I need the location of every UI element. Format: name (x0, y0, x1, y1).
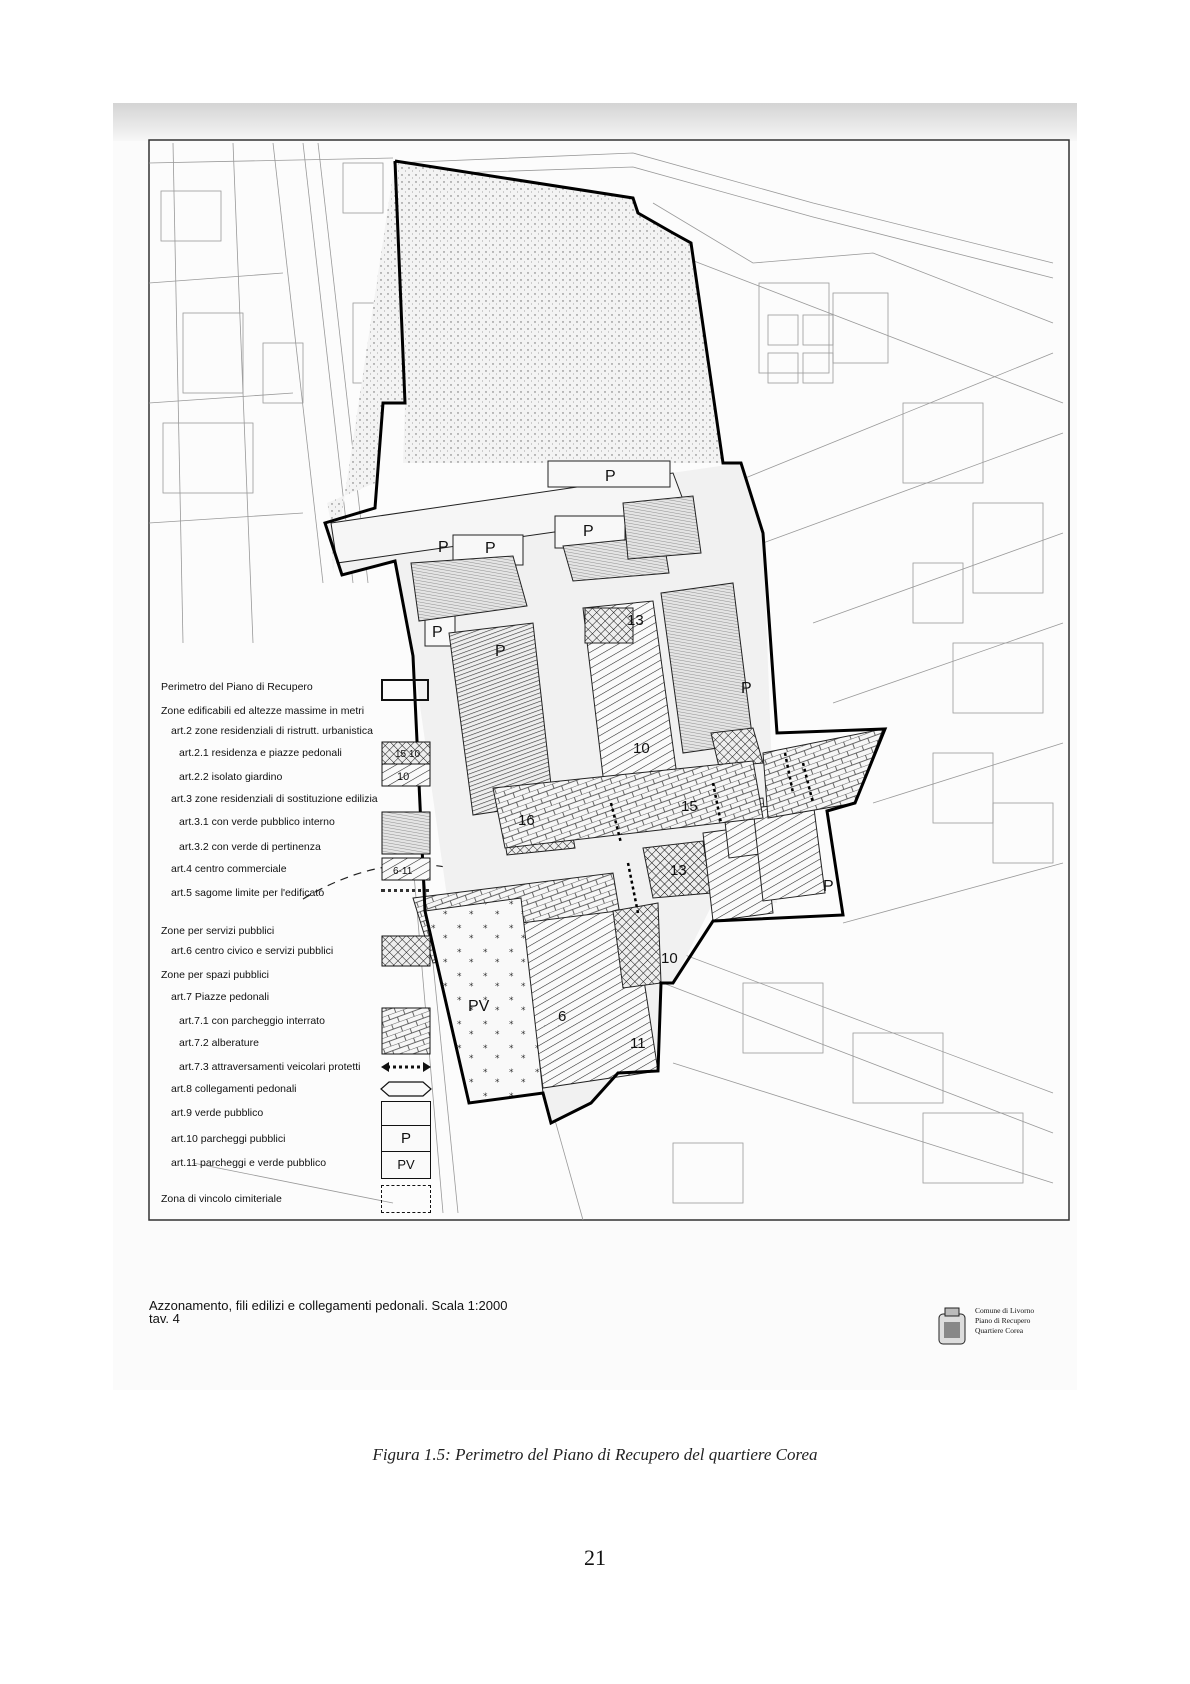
legend-item: art.8 collegamenti pedonali (171, 1083, 297, 1095)
svg-text:15 10: 15 10 (395, 749, 421, 760)
plan-title-block (149, 1299, 507, 1325)
map-label: P (432, 624, 443, 641)
map-label: PV (468, 998, 490, 1015)
map-label: 11 (630, 1035, 646, 1052)
municipality-logo (935, 1306, 1055, 1356)
legend-civic-symbol (381, 935, 431, 969)
legend-item: Zone per spazi pubblici (161, 969, 269, 981)
map-label: 16 (518, 812, 535, 829)
legend-commercial-symbol (381, 857, 431, 891)
legend-residential-symbol (381, 741, 431, 783)
legend-item: art.2.1 residenza e piazze pedonali (179, 747, 342, 759)
legend-item: Zona di vincolo cimiteriale (161, 1193, 282, 1205)
plan-tav: tav. 4 (149, 1311, 180, 1326)
map-label: P (823, 878, 834, 895)
legend-item: art.5 sagome limite per l'edificato (171, 887, 325, 899)
legend-item: art.4 centro commerciale (171, 863, 287, 875)
legend-item: art.2 zone residenziali di ristrutt. urbanistica (171, 725, 373, 737)
legend-item: art.9 verde pubblico (171, 1107, 264, 1119)
legend-square-symbol (381, 1007, 431, 1041)
legend-item: art.3.2 con verde di pertinenza (179, 841, 321, 853)
scanned-plan-image (113, 103, 1077, 1390)
map-label: P (438, 539, 449, 556)
legend-item: art.7.1 con parcheggio interrato (179, 1015, 325, 1027)
legend-item: art.7.3 attraversamenti veicolari protetti (179, 1061, 361, 1073)
legend-cemetery-symbol (381, 1185, 431, 1213)
plan-title: Azzonamento, fili edilizi e collegamenti pedonali. Scala 1:2000 (149, 1298, 508, 1313)
map-label: P (605, 468, 616, 485)
legend-item: art.6 centro civico e servizi pubblici (171, 945, 334, 957)
legend-item: Perimetro del Piano di Recupero (161, 681, 313, 693)
map-label: 6 (558, 1008, 567, 1025)
legend-green-symbol (381, 1101, 431, 1127)
map-label: P (485, 540, 496, 557)
figure-caption: Figura 1.5: Perimetro del Piano di Recupero del quartiere Corea (372, 1445, 818, 1464)
map-label: 10 (661, 950, 678, 967)
map-label: P (495, 643, 506, 660)
legend-item: art.7 Piazze pedonali (171, 991, 270, 1003)
coat-of-arms-icon (935, 1306, 969, 1350)
legend-parking-green-symbol: PV (381, 1151, 431, 1179)
legend-limit-symbol (381, 889, 429, 895)
legend-parking-symbol: P (381, 1125, 431, 1153)
legend-substitution-symbol (381, 811, 431, 845)
map-legend (161, 677, 561, 1289)
map-label: P (741, 680, 752, 697)
map-label: 10 (633, 740, 650, 757)
map-label: 13 (670, 862, 687, 879)
svg-text:6-11: 6-11 (393, 866, 413, 877)
legend-item: Zone edificabili ed altezze massime in metri (161, 705, 365, 717)
legend-item: art.3.1 con verde pubblico interno (179, 816, 335, 828)
svg-text:10: 10 (397, 771, 410, 783)
legend-item: art.7.2 alberature (179, 1037, 259, 1049)
legend-item: Zone per servizi pubblici (161, 925, 275, 937)
page-number: 21 (584, 1545, 606, 1570)
legend-perimeter-symbol (381, 679, 429, 701)
legend-item: art.3 zone residenziali di sostituzione edilizia (171, 793, 378, 805)
map-label: 15 (681, 798, 698, 815)
logo-line: Comune di Livorno (975, 1306, 1035, 1315)
legend-item: art.2.2 isolato giardino (179, 771, 283, 783)
legend-item: art.10 parcheggi pubblici (171, 1133, 286, 1145)
map-label: 13 (627, 612, 644, 629)
legend-item: art.11 parcheggi e verde pubblico (171, 1157, 327, 1169)
logo-line: Piano di Recupero (975, 1316, 1031, 1325)
map-label: P (583, 523, 594, 540)
logo-line: Quartiere Corea (975, 1326, 1024, 1335)
